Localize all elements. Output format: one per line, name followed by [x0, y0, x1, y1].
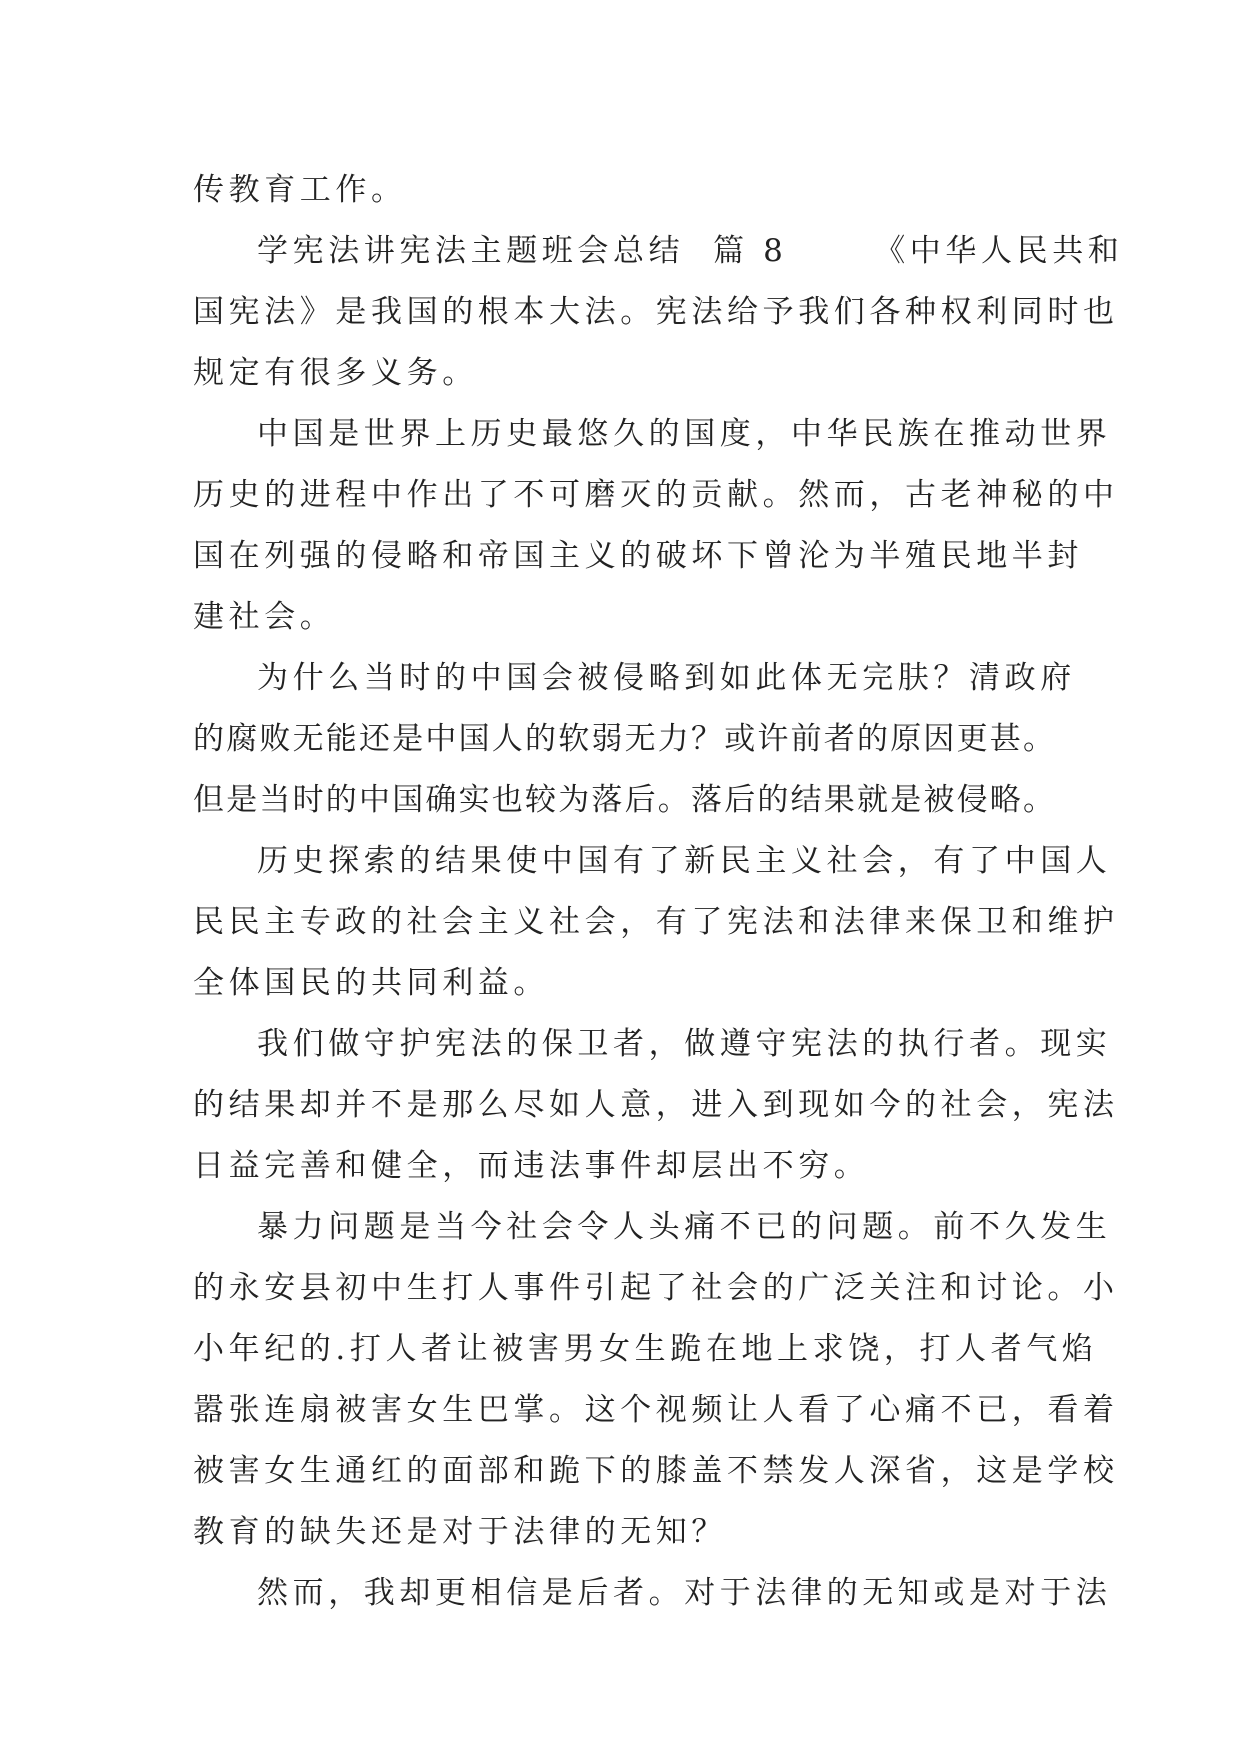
text-line: 历史的进程中作出了不可磨灭的贡献。然而，古老神秘的中 — [193, 477, 1119, 513]
text-line: 我们做守护宪法的保卫者，做遵守宪法的执行者。现实 — [257, 1026, 1112, 1062]
text-line: 历史探索的结果使中国有了新民主义社会，有了中国人 — [257, 843, 1112, 879]
text-line: 但是当时的中国确实也较为落后。落后的结果就是被侵略。 — [193, 782, 1057, 818]
text-line: 规定有很多义务。 — [193, 355, 478, 391]
text-line: 传教育工作。 — [193, 172, 407, 208]
text-line: 建社会。 — [193, 599, 336, 635]
text-line: 民民主专政的社会主义社会，有了宪法和法律来保卫和维护 — [193, 904, 1119, 940]
text-line: 国在列强的侵略和帝国主义的破坏下曾沦为半殖民地半封 — [193, 538, 1083, 574]
text-line: 的腐败无能还是中国人的软弱无力？或许前者的原因更甚。 — [193, 721, 1057, 757]
text-line: 的结果却并不是那么尽如人意，进入到现如今的社会，宪法 — [193, 1087, 1119, 1123]
text-line: 教育的缺失还是对于法律的无知？ — [193, 1514, 727, 1550]
text-line: 的永安县初中生打人事件引起了社会的广泛关注和讨论。小 — [193, 1270, 1119, 1306]
text-line: 嚣张连扇被害女生巴掌。这个视频让人看了心痛不已，看着 — [193, 1392, 1119, 1428]
text-line: 被害女生通红的面部和跪下的膝盖不禁发人深省，这是学校 — [193, 1453, 1119, 1489]
text-line: 全体国民的共同利益。 — [193, 965, 549, 1001]
text-line: 学宪法讲宪法主题班会总结 篇 8 《中华人民共和 — [257, 233, 1124, 269]
text-line: 日益完善和健全，而违法事件却层出不穷。 — [193, 1148, 870, 1184]
text-line: 中国是世界上历史最悠久的国度，中华民族在推动世界 — [257, 416, 1112, 452]
text-line: 暴力问题是当今社会令人头痛不已的问题。前不久发生 — [257, 1209, 1112, 1245]
text-line: 然而，我却更相信是后者。对于法律的无知或是对于法 — [257, 1575, 1112, 1611]
text-line: 小年纪的.打人者让被害男女生跪在地上求饶，打人者气焰 — [193, 1331, 1098, 1367]
document-body — [193, 160, 1124, 1624]
text-line: 为什么当时的中国会被侵略到如此体无完肤？清政府 — [257, 660, 1076, 696]
text-line: 国宪法》是我国的根本大法。宪法给予我们各种权利同时也 — [193, 294, 1119, 330]
